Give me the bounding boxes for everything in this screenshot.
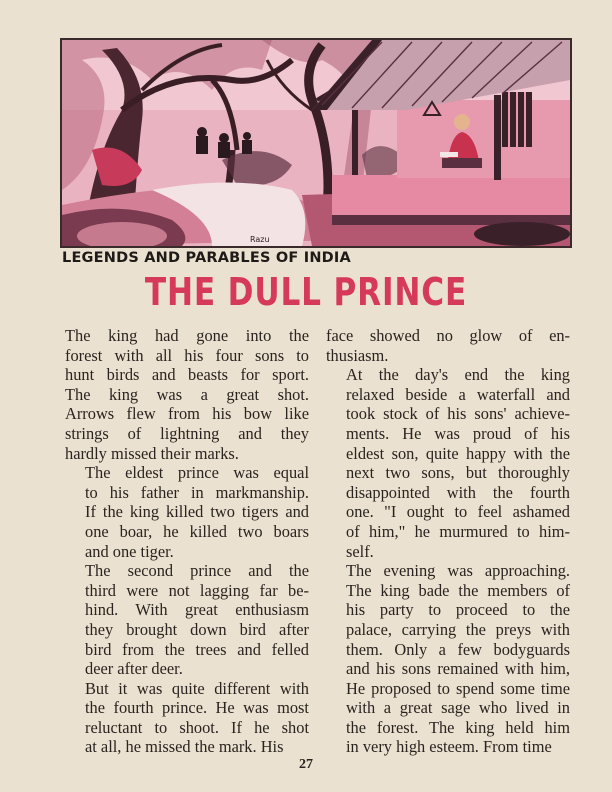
text-line: they brought down bird after	[85, 619, 309, 639]
text-line: The eldest prince was equal	[85, 463, 309, 483]
text-line: ments. He was proud of his	[346, 423, 570, 443]
text-line: in very high esteem. From time	[346, 737, 552, 757]
text-line: hunt birds and beasts for sport.	[65, 365, 309, 385]
series-heading: LEGENDS AND PARABLES OF INDIA	[62, 250, 351, 266]
text-line: strings of lightning and they	[65, 423, 309, 443]
page-number: 27	[299, 757, 313, 772]
text-line: at all, he missed the mark. His	[85, 737, 284, 757]
text-line: bird from the trees and felled	[85, 639, 309, 659]
text-line: The king bade the members of	[346, 580, 570, 600]
illustration-artwork	[62, 40, 570, 246]
text-line: the fourth prince. He was most	[85, 698, 309, 718]
text-line: third were not lagging far be-	[85, 580, 309, 600]
text-line: and his sons remained with him,	[346, 659, 570, 679]
text-line: to his father in markmanship.	[85, 482, 309, 502]
text-line: If the king killed two tigers and	[85, 502, 309, 522]
paragraph	[65, 679, 309, 757]
text-line: The evening was approaching.	[346, 561, 570, 581]
text-line: one. "I ought to feel ashamed	[346, 502, 570, 522]
text-line: At the day's end the king	[346, 365, 570, 385]
text-line: disappointed with the fourth	[346, 482, 570, 502]
paragraph	[326, 326, 570, 365]
text-line: But it was quite different with	[85, 678, 309, 698]
text-line: The king was a great shot.	[65, 384, 309, 404]
paragraph	[65, 561, 309, 679]
paragraph	[65, 326, 309, 463]
text-line: next two sons, but thoroughly	[346, 463, 570, 483]
text-line: deer after deer.	[85, 659, 183, 679]
text-line: The king had gone into the	[65, 326, 309, 345]
story-title: THE DULL PRINCE	[144, 270, 468, 314]
left-column	[65, 326, 309, 757]
text-line: and one tiger.	[85, 541, 174, 561]
text-line: He proposed to spend some time	[346, 678, 570, 698]
text-line: them. Only a few bodyguards	[346, 639, 570, 659]
text-line: one boar, he killed two boars	[85, 521, 309, 541]
text-line: his party to proceed to the	[346, 600, 570, 620]
text-line: reluctant to shoot. If he shot	[85, 717, 309, 737]
text-line: Arrows flew from his bow like	[65, 404, 309, 424]
text-line: forest with all his four sons to	[65, 345, 309, 365]
text-line: The second prince and the	[85, 561, 309, 581]
text-line: palace, carrying the preys with	[346, 619, 570, 639]
paragraph	[326, 365, 570, 561]
paragraph	[326, 561, 570, 757]
text-line: the forest. The king held him	[346, 717, 570, 737]
text-line: thusiasm.	[326, 345, 389, 365]
text-line: relaxed beside a waterfall and	[346, 384, 570, 404]
right-column	[326, 326, 570, 757]
text-line: self.	[346, 541, 374, 561]
text-line: hardly missed their marks.	[65, 443, 239, 463]
forest-hermitage-illustration	[60, 38, 572, 248]
text-line: with a great sage who lived in	[346, 698, 570, 718]
text-line: of him," he murmured to him-	[346, 521, 570, 541]
paragraph	[65, 463, 309, 561]
text-line: face showed no glow of en-	[326, 326, 570, 345]
text-line: took stock of his sons' achieve-	[346, 404, 570, 424]
text-line: hind. With great enthusiasm	[85, 600, 309, 620]
artist-signature: Razu	[250, 235, 270, 244]
text-line: eldest son, quite happy with the	[346, 443, 570, 463]
